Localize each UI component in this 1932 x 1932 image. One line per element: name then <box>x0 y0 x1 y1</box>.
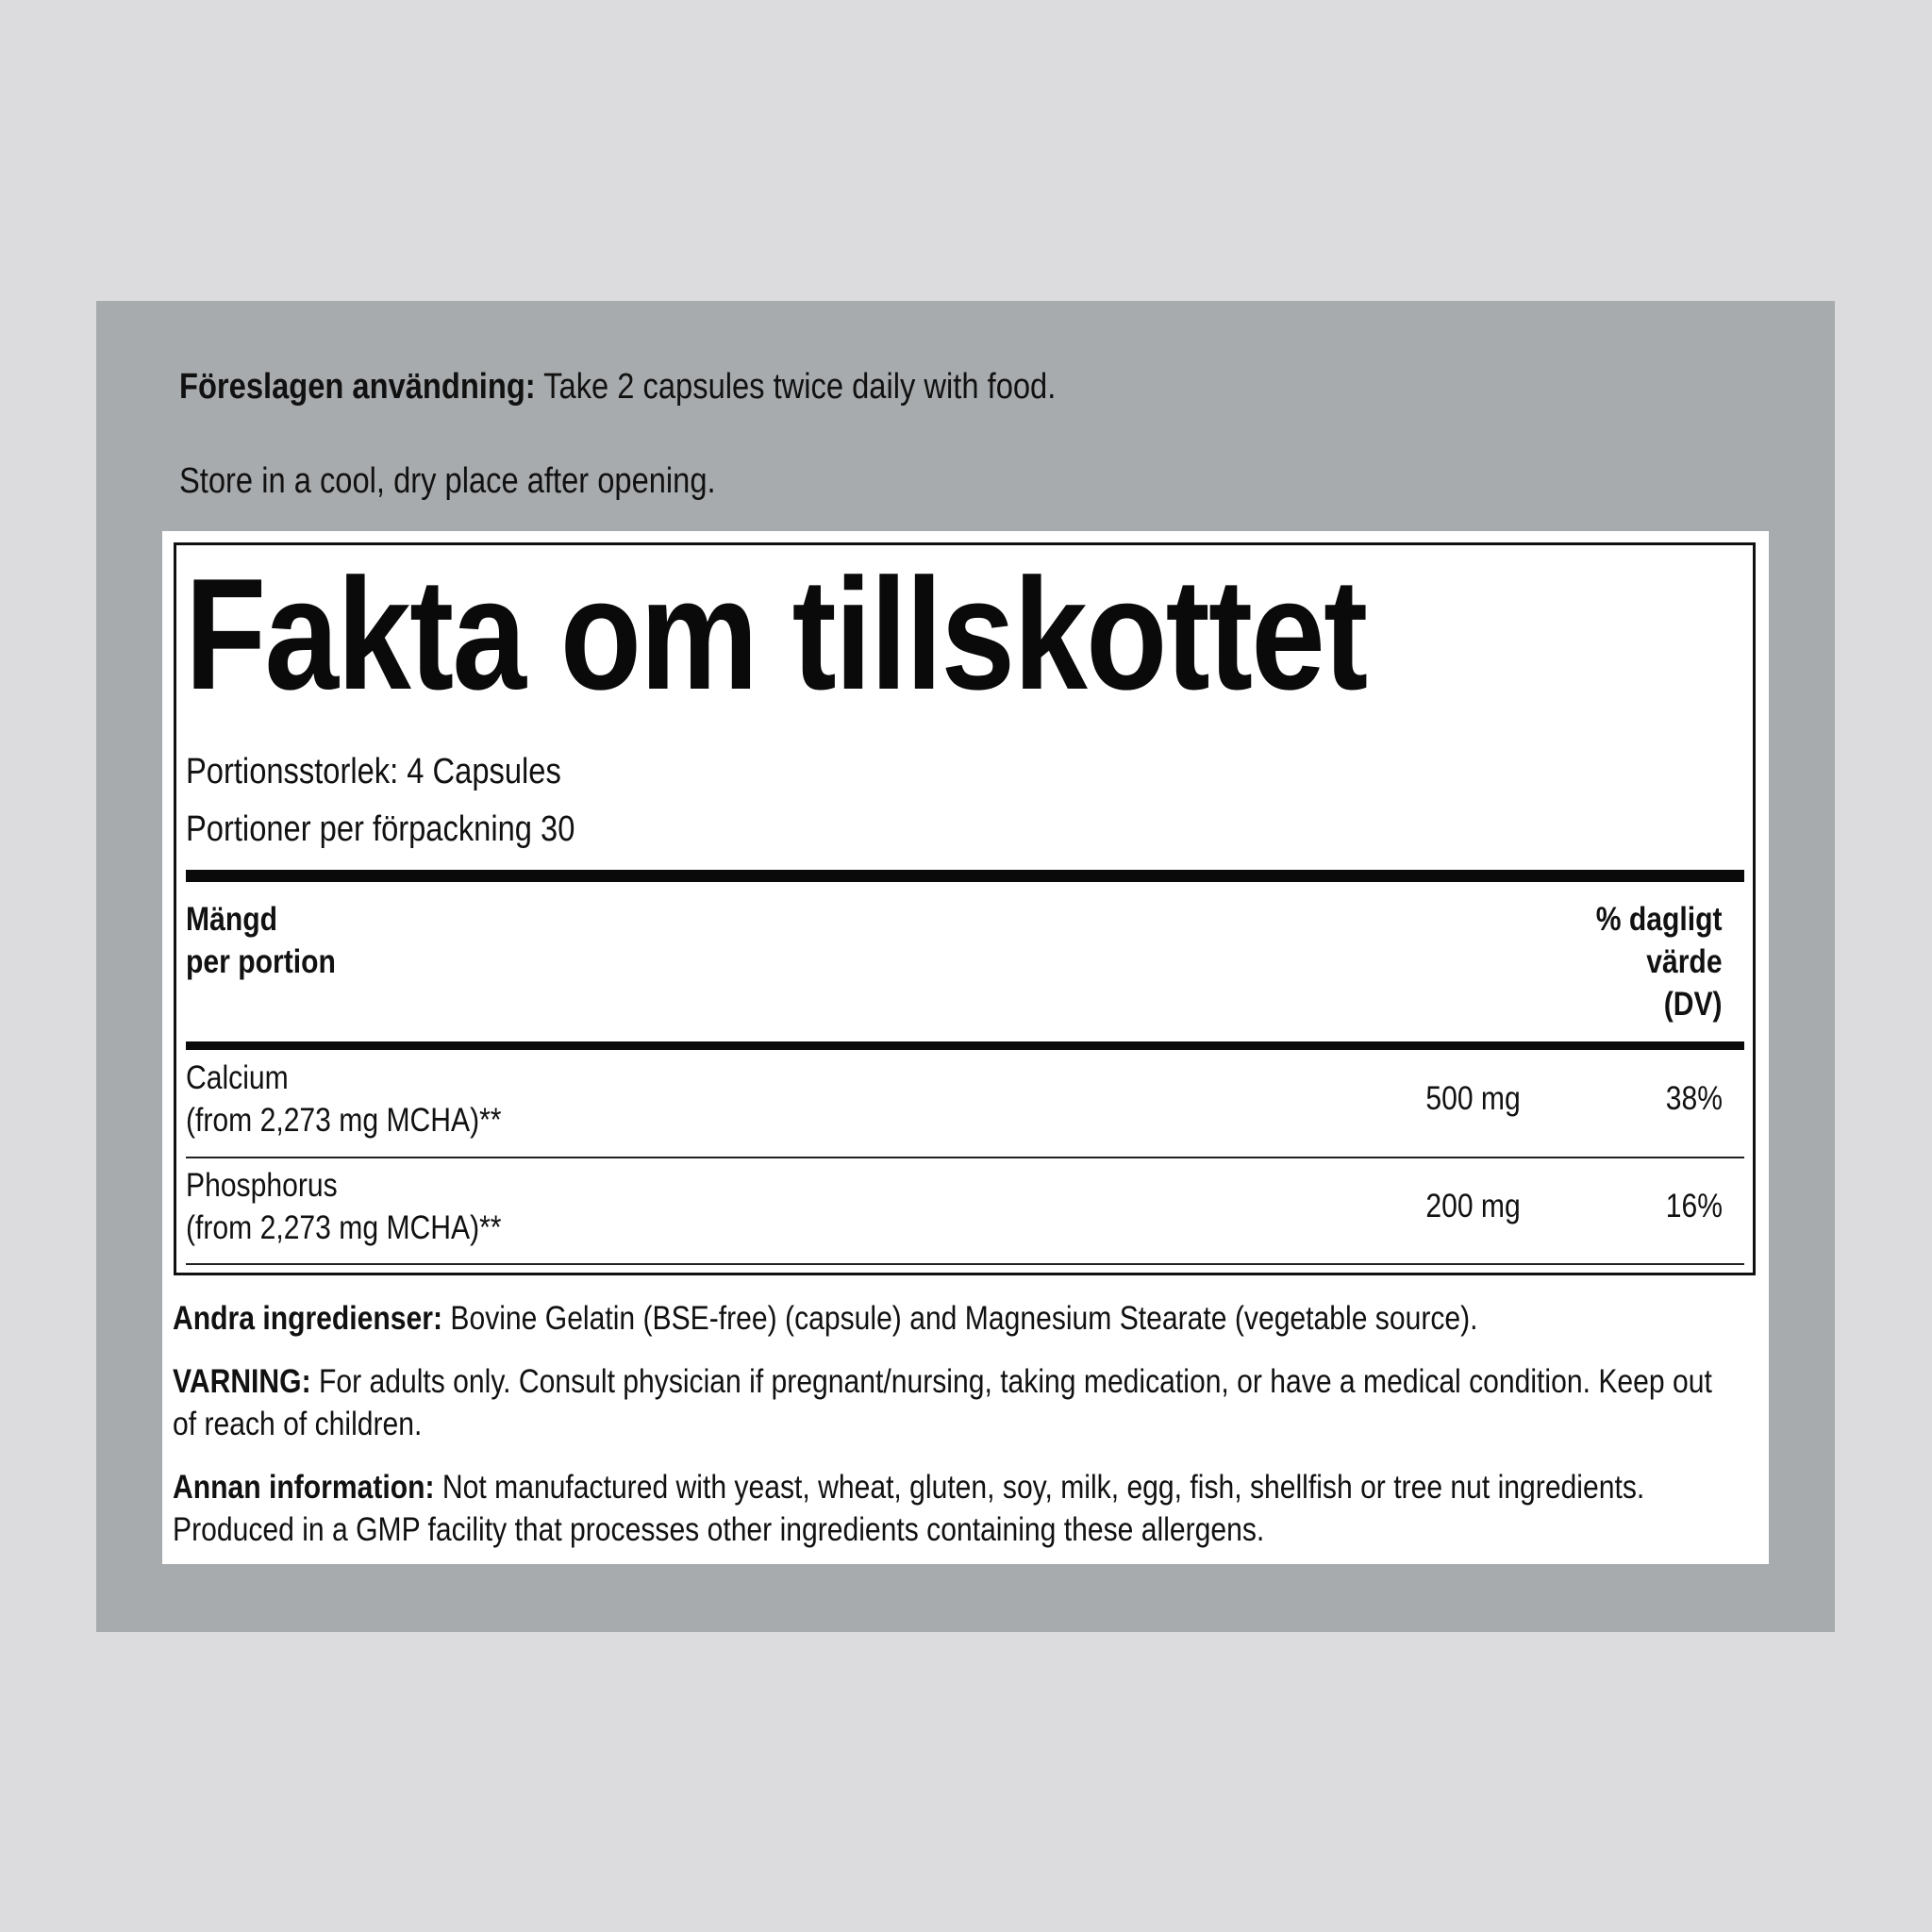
nutrient-daily-value: 38% <box>1665 1080 1723 1117</box>
storage-instructions: Store in a cool, dry place after opening. <box>179 461 716 501</box>
other-ingredients <box>173 1297 1739 1340</box>
suggested-use-text: Take 2 capsules twice daily with food. <box>535 367 1057 407</box>
warning-text: For adults only. Consult physician if pregnant/nursing, taking medication, or have a medical condition. Keep out of reach of children. <box>173 1363 1712 1442</box>
suggested-use-label: Föreslagen användning: <box>179 367 536 407</box>
serving-size: Portionsstorlek: 4 Capsules <box>186 752 561 791</box>
nutrient-amount: 200 mg <box>1425 1188 1521 1224</box>
daily-value-header <box>1596 898 1723 1025</box>
dv-header-line2: värde <box>1646 943 1723 980</box>
row-divider <box>186 1157 1744 1158</box>
other-ingredients-label: Andra ingredienser: <box>173 1300 443 1337</box>
other-ingredients-text: Bovine Gelatin (BSE-free) (capsule) and Magnesium Stearate (vegetable source). <box>442 1300 1478 1337</box>
nutrient-daily-value: 16% <box>1665 1188 1723 1224</box>
thick-divider <box>186 870 1744 882</box>
nutrient-label: Calcium <box>186 1059 289 1096</box>
other-information-label: Annan information: <box>173 1469 435 1506</box>
nutrient-name <box>186 1164 502 1249</box>
warning <box>173 1360 1739 1445</box>
thick-divider <box>186 1041 1744 1050</box>
nutrient-source: (from 2,273 mg MCHA)** <box>186 1209 502 1246</box>
nutrient-name <box>186 1057 502 1141</box>
nutrient-source: (from 2,273 mg MCHA)** <box>186 1102 502 1139</box>
nutrient-label: Phosphorus <box>186 1167 338 1204</box>
amount-per-serving-header <box>186 898 336 983</box>
amount-header-line2: per portion <box>186 943 336 980</box>
other-information-text: Not manufactured with yeast, wheat, gluten, soy, milk, egg, fish, shellfish or tree nut ingredients. Produced in a GMP facility that processes other ingredients containing these allergens. <box>173 1469 1645 1548</box>
dv-header-line3: (DV) <box>1664 986 1723 1023</box>
servings-per-container: Portioner per förpackning 30 <box>186 809 575 849</box>
nutrient-amount: 500 mg <box>1425 1080 1521 1117</box>
row-divider <box>186 1263 1744 1265</box>
supplement-facts-title: Fakta om tillskottet <box>185 545 1367 723</box>
suggested-use <box>179 363 1056 410</box>
dv-header-line1: % dagligt <box>1596 901 1723 938</box>
warning-label: VARNING: <box>173 1363 311 1400</box>
other-information <box>173 1466 1739 1551</box>
amount-header-line1: Mängd <box>186 901 277 938</box>
